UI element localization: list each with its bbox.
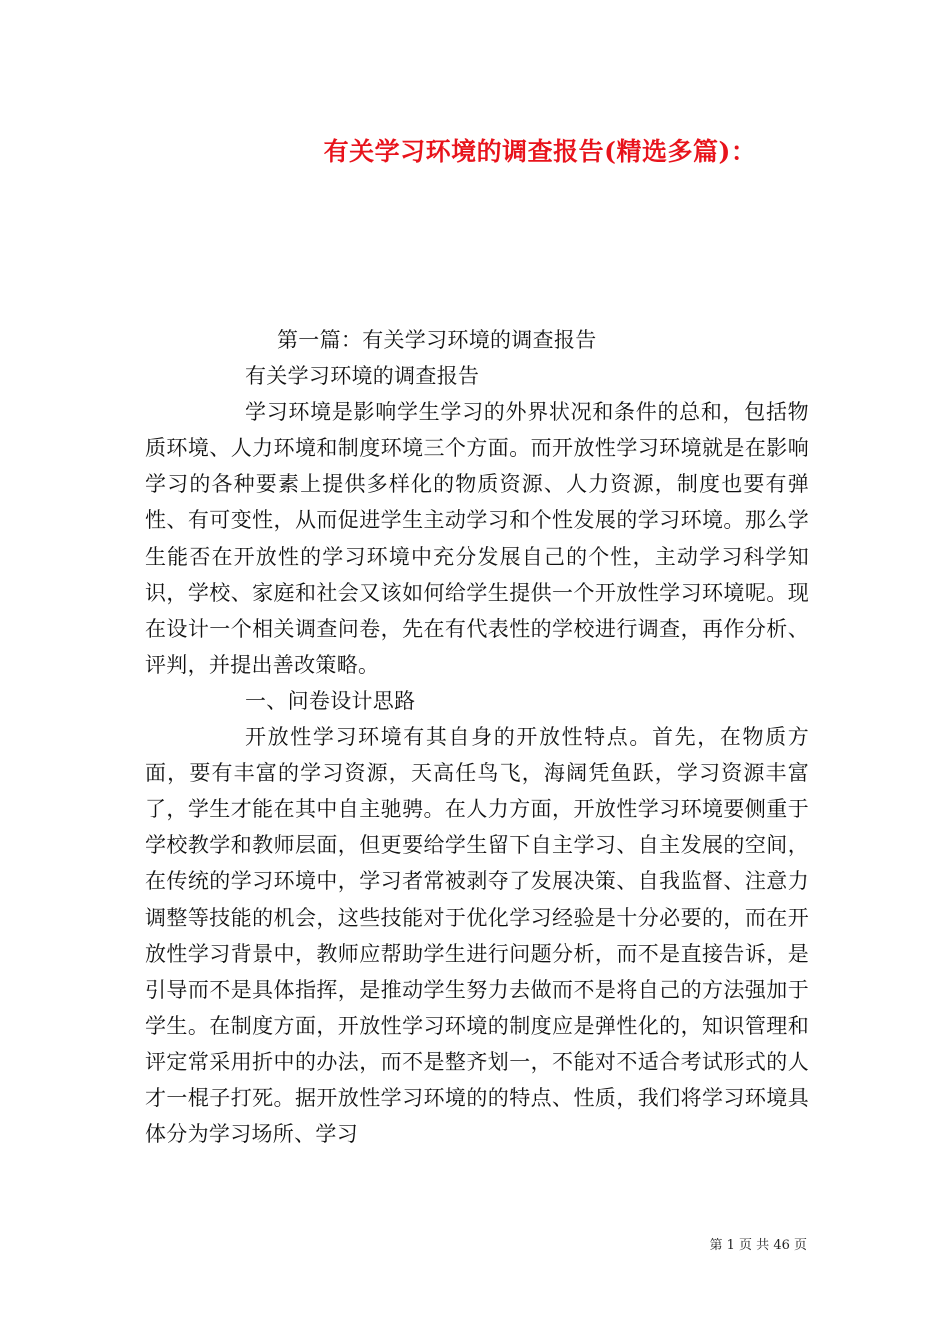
document-body (145, 322, 809, 1152)
heading-questionnaire-design: 一、问卷设计思路 (245, 688, 416, 713)
paragraph-intro: 学习环境是影响学生学习的外界状况和条件的总和，包括物质环境、人力环境和制度环境三个方面。而开放性学习环境就是在影响学习的各种要素上提供多样化的物质资源、人力资源，制度也要有弹性、有可变性，从而促进学生主动学习和个性发展的学习环境。那么学生能否在开放性的学习环境中充分发展自己的个性，主动学习科学知识，学校、家庭和社会又该如何给学生提供一个开放性学习环境呢。现在设计一个相关调查问卷，先在有代表性的学校进行调查，再作分析、评判，并提出善改策略。 (145, 400, 809, 677)
document-title (0, 132, 950, 168)
section-heading: 第一篇：有关学习环境的调查报告 (277, 328, 597, 352)
paragraph-design-rationale: 开放性学习环境有其自身的开放性特点。首先，在物质方面，要有丰富的学习资源，天高任鸟飞，海阔凭鱼跃，学习资源丰富了，学生才能在其中自主驰骋。在人力方面，开放性学习环境要侧重于学校教学和教师层面，但更要给学生留下自主学习、自主发展的空间，在传统的学习环境中，学习者常被剥夺了发展决策、自我监督、注意力调整等技能的机会，这些技能对于优化学习经验是十分必要的，而在开放性学习背景中，教师应帮助学生进行问题分析，而不是直接告诉，是引导而不是具体指挥，是推动学生努力去做而不是将自己的方法强加于学生。在制度方面，开放性学习环境的制度应是弹性化的，知识管理和评定常采用折中的办法，而不是整齐划一，不能对不适合考试形式的人才一棍子打死。据开放性学习环境的的特点、性质，我们将学习环境具体分为学习场所、学习 (145, 725, 809, 1147)
report-subtitle: 有关学习环境的调查报告 (245, 364, 480, 389)
page-number-footer: 第 1 页 共 46 页 (709, 1238, 807, 1253)
document-title-text: 有关学习环境的调查报告(精选多篇)： (323, 137, 757, 166)
